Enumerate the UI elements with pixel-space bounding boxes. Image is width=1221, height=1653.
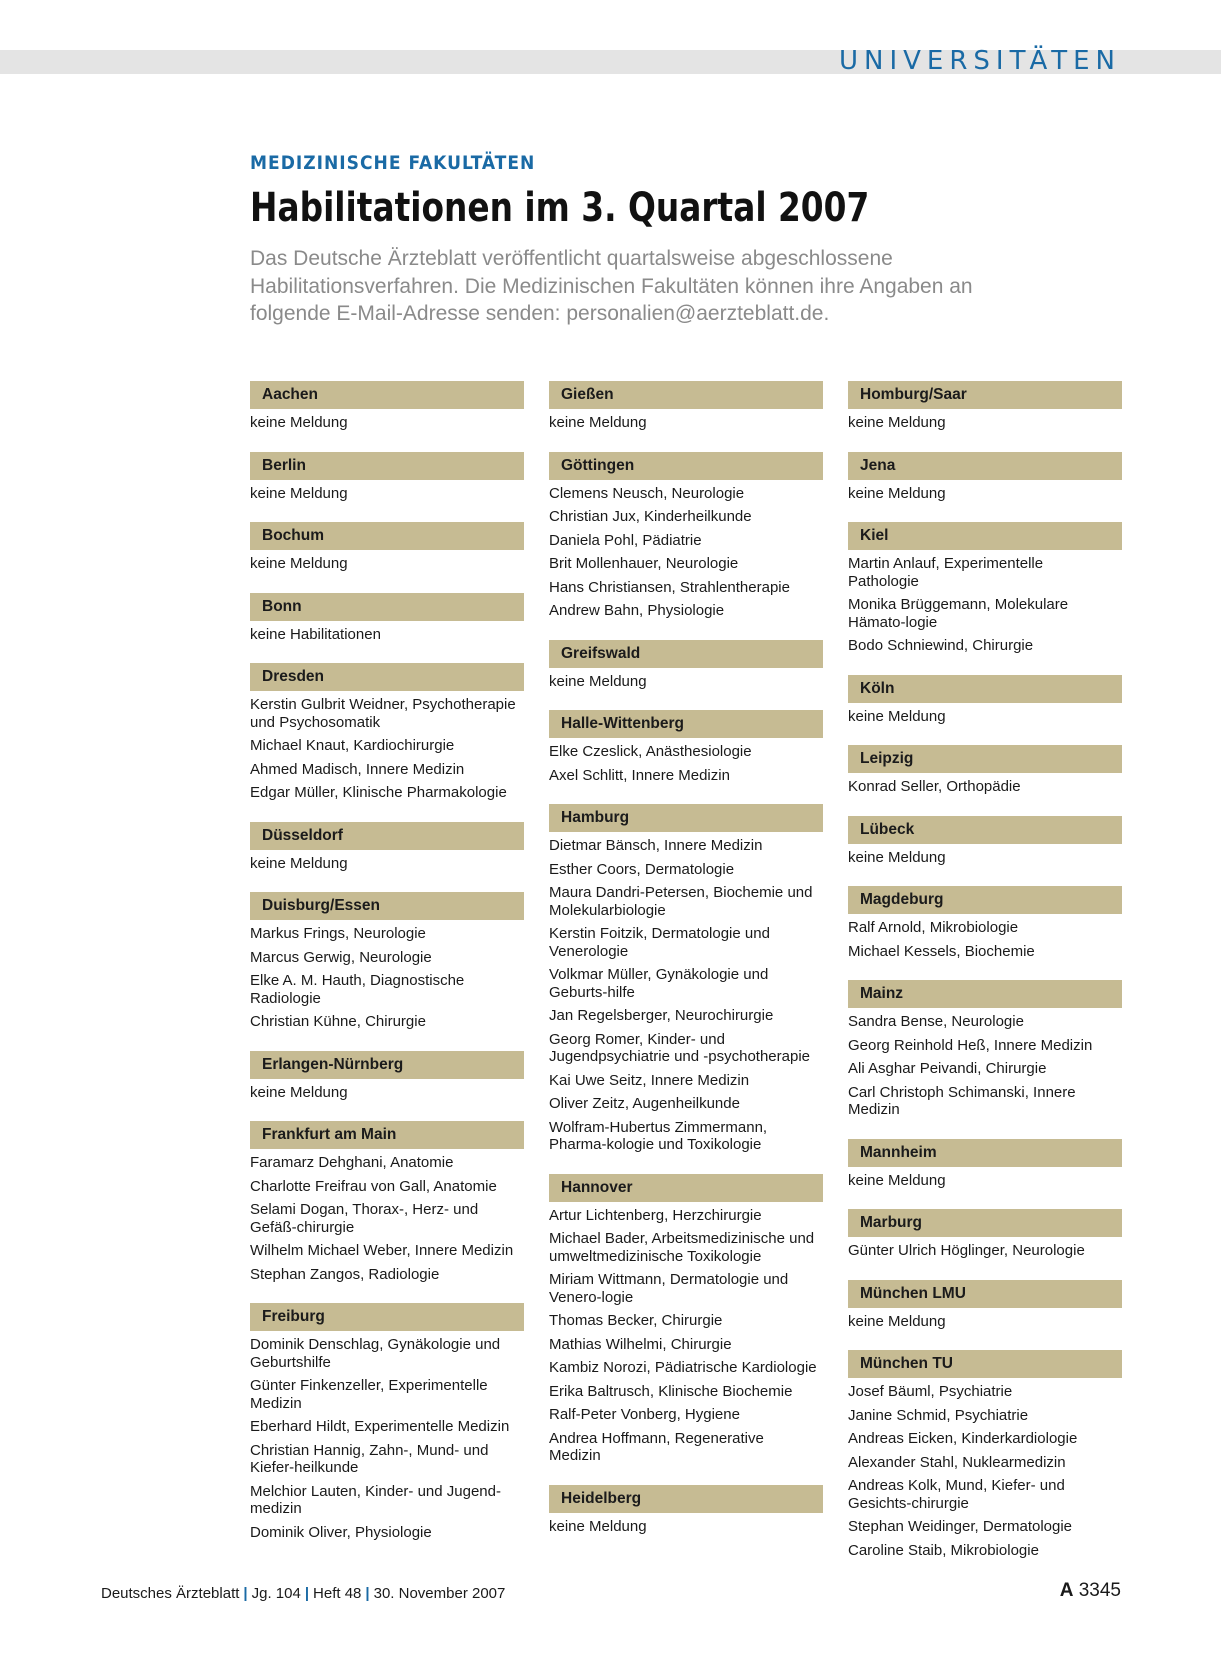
habilitation-entry: Alexander Stahl, Nuklearmedizin (848, 1453, 1066, 1471)
footer-citation (101, 1585, 505, 1602)
habilitation-entry: keine Meldung (848, 848, 946, 866)
habilitation-entry: Edgar Müller, Klinische Pharmakologie (250, 784, 507, 801)
habilitation-entry: keine Meldung (848, 414, 946, 431)
university-section (250, 892, 524, 1031)
university-heading: Magdeburg (848, 886, 1122, 914)
footer-issue: Heft 48 (313, 1585, 362, 1602)
university-heading: Gießen (549, 381, 823, 409)
university-section (250, 522, 524, 573)
university-section (848, 1280, 1122, 1331)
university-heading: Dresden (250, 663, 524, 691)
habilitation-entry: Carl Christoph Schimanski, Innere Medizin (848, 1083, 1076, 1118)
university-section (250, 593, 524, 644)
habilitation-entry: Mathias Wilhelmi, Chirurgie (549, 1335, 732, 1353)
habilitation-entry: Georg Romer, Kinder- und Jugendpsychiatrie und -psychotherapie (549, 1030, 810, 1065)
university-section (848, 980, 1122, 1119)
habilitation-list (549, 743, 823, 784)
habilitation-entry: keine Meldung (848, 707, 946, 725)
habilitation-entry: Dietmar Bänsch, Innere Medizin (549, 837, 763, 854)
university-heading: Aachen (250, 381, 524, 409)
university-section (250, 452, 524, 503)
habilitation-entry: keine Meldung (250, 1083, 348, 1101)
habilitation-entry: Ralf-Peter Vonberg, Hygiene (549, 1406, 740, 1423)
habilitation-entry: Elke A. M. Hauth, Diagnostische Radiologie (250, 972, 465, 1007)
university-heading: München TU (848, 1350, 1122, 1378)
habilitation-entry: keine Habilitationen (250, 625, 381, 643)
habilitation-entry: Andrew Bahn, Physiologie (549, 602, 725, 619)
habilitation-entry: keine Meldung (848, 1312, 946, 1330)
university-heading: Erlangen-Nürnberg (250, 1051, 524, 1079)
university-heading: Göttingen (549, 452, 823, 480)
page-prefix: A (1059, 1580, 1074, 1601)
habilitation-entry: Christian Jux, Kinderheilkunde (549, 508, 752, 525)
university-heading: Bonn (250, 593, 524, 621)
habilitation-entry: Michael Knaut, Kardiochirurgie (250, 737, 455, 754)
university-section (549, 1174, 823, 1465)
habilitation-entry: Martin Anlauf, Experimentelle Pathologie (848, 555, 1044, 590)
habilitation-entry: Bodo Schniewind, Chirurgie (848, 637, 1034, 654)
habilitation-entry: Melchior Lauten, Kinder- und Jugend-medizin (250, 1482, 501, 1517)
habilitation-entry: Eberhard Hildt, Experimentelle Medizin (250, 1418, 510, 1435)
habilitation-entry: Sandra Bense, Neurologie (848, 1013, 1024, 1030)
habilitation-entry: Michael Bader, Arbeitsmedizinische und umweltmedizinische Toxikologie (549, 1230, 815, 1265)
university-section (848, 452, 1122, 503)
habilitation-list (250, 696, 524, 802)
university-section (848, 522, 1122, 655)
habilitation-entry: Wolfram-Hubertus Zimmermann, Pharma-kologie und Toxikologie (549, 1118, 768, 1153)
university-heading: Berlin (250, 452, 524, 480)
habilitation-entry: Konrad Seller, Orthopädie (848, 778, 1021, 795)
university-heading: Mannheim (848, 1139, 1122, 1167)
university-section (250, 663, 524, 802)
university-heading: Freiburg (250, 1303, 524, 1331)
habilitation-entry: Markus Frings, Neurologie (250, 925, 426, 942)
university-section (549, 381, 823, 432)
habilitation-entry: Ali Asghar Peivandi, Chirurgie (848, 1060, 1047, 1077)
university-heading: Frankfurt am Main (250, 1121, 524, 1149)
university-heading: Homburg/Saar (848, 381, 1122, 409)
footer-separator: | (243, 1585, 248, 1602)
footer-separator: | (365, 1585, 370, 1602)
university-section (848, 886, 1122, 960)
habilitation-entry: Erika Baltrusch, Klinische Biochemie (549, 1382, 793, 1400)
habilitation-entry: Dominik Oliver, Physiologie (250, 1523, 432, 1541)
habilitation-list (250, 414, 524, 432)
habilitation-entry: Daniela Pohl, Pädiatrie (549, 531, 702, 549)
page-number (1060, 1580, 1121, 1602)
footer-date: 30. November 2007 (373, 1585, 506, 1602)
habilitation-list (848, 849, 1122, 867)
university-section (848, 1350, 1122, 1559)
habilitation-list (848, 919, 1122, 960)
university-heading: München LMU (848, 1280, 1122, 1308)
habilitation-list (250, 555, 524, 573)
habilitation-entry: Caroline Staib, Mikrobiologie (848, 1541, 1039, 1559)
habilitation-entry: keine Meldung (250, 555, 348, 572)
habilitation-entry: Wilhelm Michael Weber, Innere Medizin (250, 1242, 514, 1259)
habilitation-list (549, 1518, 823, 1536)
habilitation-entry: Dominik Denschlag, Gynäkologie und Geburtshilfe (250, 1336, 501, 1371)
footer-separator: | (304, 1585, 310, 1602)
habilitation-entry: Volkmar Müller, Gynäkologie und Geburts-hilfe (549, 966, 769, 1001)
habilitation-list (848, 708, 1122, 726)
habilitation-entry: keine Meldung (848, 1171, 946, 1189)
habilitation-entry: Brit Mollenhauer, Neurologie (549, 555, 739, 572)
habilitation-list (250, 855, 524, 873)
university-heading: Hannover (549, 1174, 823, 1202)
habilitation-entry: keine Meldung (549, 414, 647, 431)
habilitation-entry: Stephan Weidinger, Dermatologie (848, 1518, 1073, 1535)
habilitation-entry: Clemens Neusch, Neurologie (549, 484, 745, 502)
habilitation-entry: keine Meldung (549, 672, 647, 690)
habilitation-entry: Monika Brüggemann, Molekulare Hämato-logie (848, 596, 1069, 631)
habilitation-entry: Andreas Eicken, Kinderkardiologie (848, 1430, 1078, 1447)
habilitation-entry: Michael Kessels, Biochemie (848, 942, 1035, 960)
habilitation-entry: Maura Dandri-Petersen, Biochemie und Molekularbiologie (549, 884, 813, 919)
university-heading: Leipzig (848, 745, 1122, 773)
habilitation-entry: Jan Regelsberger, Neurochirurgie (549, 1007, 774, 1024)
university-section (848, 1139, 1122, 1190)
habilitation-entry: Kai Uwe Seitz, Innere Medizin (549, 1071, 750, 1089)
habilitation-entry: Georg Reinhold Heß, Innere Medizin (848, 1036, 1093, 1054)
habilitation-entry: Selami Dogan, Thorax-, Herz- und Gefäß-chirurgie (250, 1201, 479, 1236)
university-section (848, 381, 1122, 432)
university-section (250, 1121, 524, 1283)
habilitation-list (848, 1013, 1122, 1119)
habilitation-entry: Thomas Becker, Chirurgie (549, 1312, 723, 1329)
habilitation-entry: Janine Schmid, Psychiatrie (848, 1406, 1029, 1424)
habilitation-entry: Faramarz Dehghani, Anatomie (250, 1154, 454, 1171)
habilitation-list (250, 1084, 524, 1102)
habilitation-entry: Günter Ulrich Höglinger, Neurologie (848, 1242, 1085, 1259)
habilitation-entry: Kerstin Gulbrit Weidner, Psychotherapie und Psychosomatik (250, 696, 516, 731)
university-heading: Greifswald (549, 640, 823, 668)
habilitation-entry: Andrea Hoffmann, Regenerative Medizin (549, 1429, 764, 1464)
habilitation-entry: keine Meldung (848, 484, 946, 502)
university-section (250, 381, 524, 432)
habilitation-entry: Elke Czeslick, Anästhesiologie (549, 743, 752, 760)
habilitation-list (848, 485, 1122, 503)
university-section (549, 1485, 823, 1536)
page-title: Habilitationen im 3. Quartal 2007 (250, 185, 870, 231)
habilitation-list (549, 414, 823, 432)
habilitation-list (250, 925, 524, 1031)
habilitation-entry: keine Meldung (250, 484, 348, 502)
habilitation-list (848, 778, 1122, 796)
university-section (549, 804, 823, 1154)
university-section (848, 816, 1122, 867)
habilitation-entry: Ahmed Madisch, Innere Medizin (250, 760, 465, 778)
habilitation-entry: Hans Christiansen, Strahlentherapie (549, 578, 790, 596)
habilitation-entry: Axel Schlitt, Innere Medizin (549, 766, 730, 784)
habilitation-entry: Kerstin Foitzik, Dermatologie und Venerologie (549, 925, 770, 960)
kicker: MEDIZINISCHE FAKULTÄTEN (250, 152, 536, 174)
habilitation-entry: Christian Hannig, Zahn-, Mund- und Kiefer-heilkunde (250, 1441, 489, 1476)
habilitation-list (549, 1207, 823, 1465)
habilitation-list (848, 1242, 1122, 1260)
university-heading: Duisburg/Essen (250, 892, 524, 920)
column-3 (848, 381, 1122, 1579)
habilitation-list (549, 673, 823, 691)
university-section (250, 1303, 524, 1541)
university-heading: Marburg (848, 1209, 1122, 1237)
university-heading: Bochum (250, 522, 524, 550)
university-heading: Halle-Wittenberg (549, 710, 823, 738)
habilitation-entry: Kambiz Norozi, Pädiatrische Kardiologie (549, 1359, 817, 1376)
university-heading: Heidelberg (549, 1485, 823, 1513)
habilitation-list (250, 1154, 524, 1283)
university-heading: Düsseldorf (250, 822, 524, 850)
column-1 (250, 381, 524, 1561)
habilitation-entry: Charlotte Freifrau von Gall, Anatomie (250, 1177, 497, 1195)
university-heading: Kiel (848, 522, 1122, 550)
habilitation-list (848, 1172, 1122, 1190)
habilitation-entry: Christian Kühne, Chirurgie (250, 1013, 426, 1030)
habilitation-list (848, 555, 1122, 655)
habilitation-entry: keine Meldung (250, 854, 348, 872)
section-label: UNIVERSITÄTEN (839, 46, 1121, 76)
habilitation-entry: Esther Coors, Dermatologie (549, 860, 735, 878)
university-section (549, 710, 823, 784)
university-section (848, 745, 1122, 796)
habilitation-entry: Artur Lichtenberg, Herzchirurgie (549, 1206, 762, 1224)
university-section (848, 675, 1122, 726)
habilitation-entry: Miriam Wittmann, Dermatologie und Venero-logie (549, 1271, 789, 1306)
university-heading: Mainz (848, 980, 1122, 1008)
habilitation-entry: Stephan Zangos, Radiologie (250, 1265, 440, 1283)
habilitation-entry: Günter Finkenzeller, Experimentelle Medizin (250, 1377, 488, 1412)
habilitation-list (848, 1383, 1122, 1559)
habilitation-list (848, 414, 1122, 432)
footer-volume: Jg. 104 (251, 1585, 301, 1602)
habilitation-entry: Marcus Gerwig, Neurologie (250, 948, 432, 966)
habilitation-entry: Ralf Arnold, Mikrobiologie (848, 919, 1019, 936)
habilitation-entry: Andreas Kolk, Mund, Kiefer- und Gesichts-chirurgie (848, 1477, 1065, 1512)
habilitation-entry: Oliver Zeitz, Augenheilkunde (549, 1095, 740, 1112)
intro-text: Das Deutsche Ärzteblatt veröffentlicht quartalsweise abgeschlossene Habilitationsverfahren. Die Medizinischen Fakultäten können ihre Angaben an folgende E-Mail-Adresse senden: personalien@aerzteblatt.de. (250, 247, 973, 325)
university-heading: Köln (848, 675, 1122, 703)
footer-journal: Deutsches Ärzteblatt (101, 1585, 240, 1602)
habilitation-entry: keine Meldung (250, 414, 348, 431)
habilitation-list (848, 1313, 1122, 1331)
habilitation-entry: keine Meldung (549, 1517, 647, 1535)
university-section (549, 640, 823, 691)
habilitation-list (549, 837, 823, 1154)
column-2 (549, 381, 823, 1555)
page-number-value: 3345 (1078, 1580, 1121, 1601)
university-heading: Hamburg (549, 804, 823, 832)
university-heading: Jena (848, 452, 1122, 480)
habilitation-entry: Josef Bäuml, Psychiatrie (848, 1383, 1013, 1400)
university-section (250, 1051, 524, 1102)
habilitation-list (250, 626, 524, 644)
university-section (250, 822, 524, 873)
university-section (848, 1209, 1122, 1260)
university-section (549, 452, 823, 620)
university-heading: Lübeck (848, 816, 1122, 844)
habilitation-list (250, 485, 524, 503)
habilitation-list (549, 485, 823, 620)
habilitation-list (250, 1336, 524, 1541)
